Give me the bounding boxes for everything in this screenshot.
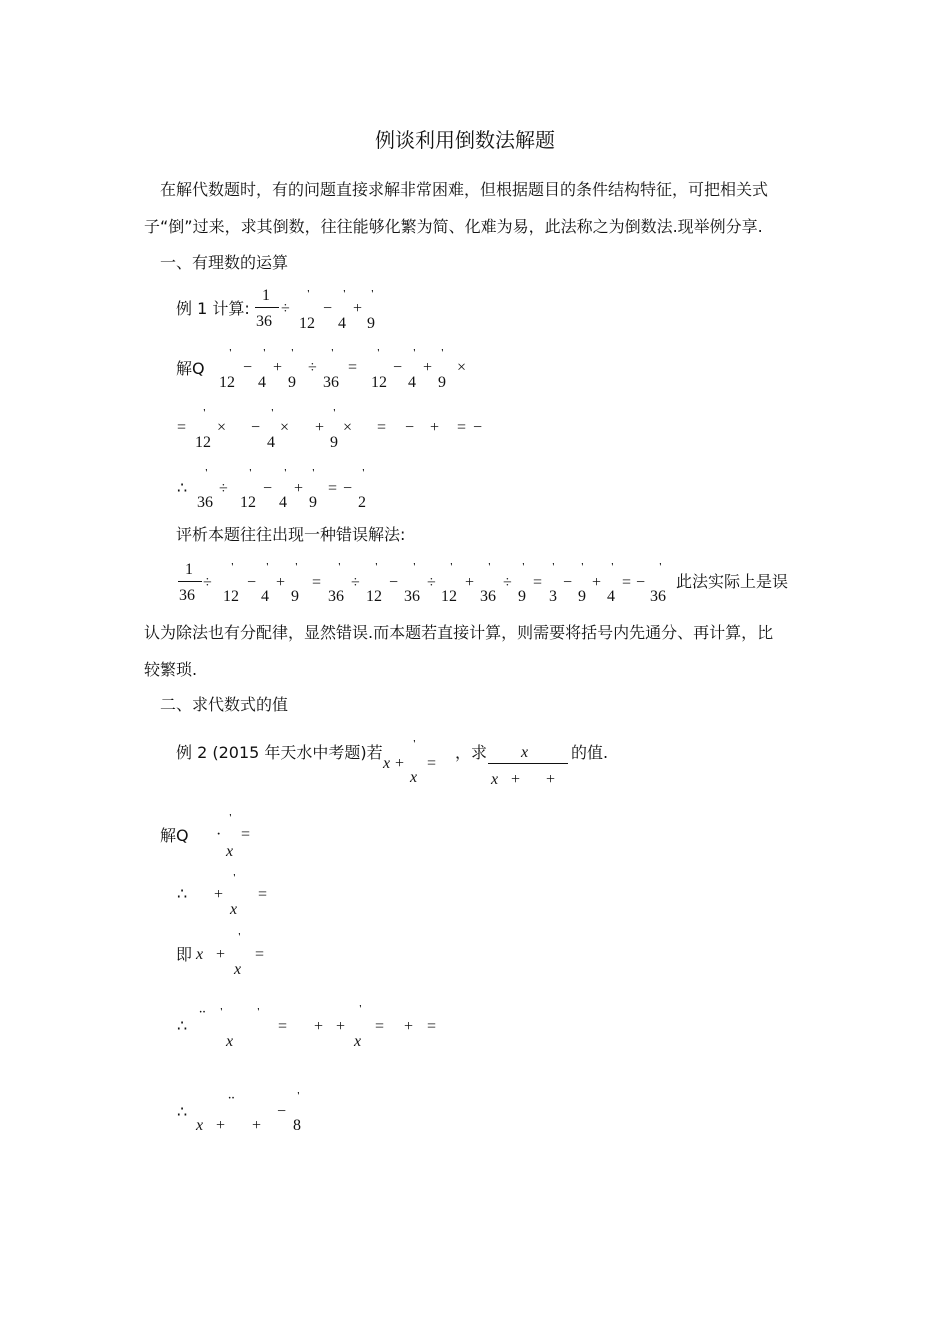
den: 9 [518, 588, 526, 605]
den: 8 [293, 1117, 301, 1134]
tick: ' [413, 348, 416, 359]
var-x: x [354, 1033, 362, 1050]
fraction-bar [178, 581, 202, 582]
eq-sign: = [533, 574, 543, 591]
eq-sign: = [457, 419, 467, 436]
example2-end: 的值. [571, 743, 609, 762]
minus-sign: − [389, 574, 399, 591]
tick: ' [229, 348, 232, 359]
minus-sign: − [251, 419, 261, 436]
var-x: x [521, 744, 529, 761]
tick: ' [291, 348, 294, 359]
var-x: x [196, 1117, 204, 1134]
var-x: x [226, 1033, 234, 1050]
tick: ' [284, 468, 287, 479]
plus-sign: + [423, 359, 433, 376]
plus-sign: + [353, 300, 363, 317]
eq-sign: = [255, 946, 265, 963]
page-title: 例谈利用倒数法解题 [375, 128, 555, 152]
den: 12 [371, 374, 387, 391]
plus-sign: + [273, 359, 283, 376]
den: 36 [404, 588, 420, 605]
tick: ' [312, 468, 315, 479]
den: 12 [441, 588, 457, 605]
den: 4 [408, 374, 416, 391]
minus-sign: − [323, 300, 333, 317]
den: 9 [438, 374, 446, 391]
therefore-sign: ∴ [177, 886, 188, 903]
tick: ' [331, 348, 334, 359]
eq-sign: = [177, 419, 187, 436]
tick: ' [611, 562, 614, 573]
tick: ' [238, 932, 241, 943]
tick: ' [413, 739, 416, 750]
times-sign: × [217, 419, 227, 436]
den: 36 [328, 588, 344, 605]
minus-sign: − [636, 574, 646, 591]
eq-sign: = [328, 480, 338, 497]
therefore-sign: ∴ [177, 480, 188, 497]
plus-sign: + [336, 1018, 346, 1035]
den: 4 [338, 315, 346, 332]
tick: ' [333, 408, 336, 419]
tick: ' [377, 348, 380, 359]
tick: ' [581, 562, 584, 573]
eq-sign: = [427, 1018, 437, 1035]
tick: ' [263, 348, 266, 359]
plus-sign: + [592, 574, 602, 591]
den: 9 [330, 434, 338, 451]
plus-sign: + [404, 1018, 414, 1035]
tick: ' [343, 289, 346, 300]
frac-num: 1 [262, 287, 270, 304]
eq-sign: = [312, 574, 322, 591]
plus-sign: + [216, 946, 226, 963]
solution1-label: 解Q [176, 359, 205, 378]
plus-sign: + [465, 574, 475, 591]
den: 4 [279, 494, 287, 511]
var-x: x [230, 901, 238, 918]
den: 9 [367, 315, 375, 332]
frac-den: 36 [179, 587, 195, 604]
minus-sign: − [263, 480, 273, 497]
den: 36 [650, 588, 666, 605]
den: 4 [258, 374, 266, 391]
den: 36 [480, 588, 496, 605]
den: 36 [197, 494, 213, 511]
plus-sign: + [214, 886, 224, 903]
div-sign: ÷ [351, 574, 360, 591]
tick: ' [359, 1004, 362, 1015]
tick: ' [297, 1091, 300, 1102]
den: 12 [195, 434, 211, 451]
tick: ' [205, 468, 208, 479]
eq-sign: = [258, 886, 268, 903]
tick: ' [441, 348, 444, 359]
den: 12 [240, 494, 256, 511]
tick: ' [231, 562, 234, 573]
tick: ' [371, 289, 374, 300]
example2-label: 例 2 (2015 年天水中考题)若 [176, 743, 383, 762]
den: 4 [267, 434, 275, 451]
tick: ' [362, 468, 365, 479]
tick: ' [413, 562, 416, 573]
tick: ' [229, 813, 232, 824]
paragraph-line: 认为除法也有分配律，显然错误.而本题若直接计算，则需要将括号内先通分、再计算，比 [144, 623, 774, 642]
eq-sign: = [278, 1018, 288, 1035]
paragraph-line: 较繁琐. [144, 660, 198, 679]
dots-mark: ·· [228, 1093, 235, 1104]
den: 9 [288, 374, 296, 391]
plus-sign: + [314, 1018, 324, 1035]
minus-sign: − [277, 1103, 287, 1120]
step3-label: 即 [176, 945, 193, 964]
times-sign: × [343, 419, 353, 436]
tick: ' [203, 408, 206, 419]
tick: ' [488, 562, 491, 573]
var-x: x [491, 771, 499, 788]
error-tail-text: 此法实际上是误 [676, 572, 789, 591]
fraction-bar [255, 307, 279, 308]
var-x: x [234, 961, 242, 978]
dot-mark: · [216, 826, 222, 843]
eq-sign: = [377, 419, 387, 436]
den: 12 [299, 315, 315, 332]
dots-mark: ·· [199, 1007, 206, 1018]
times-sign: × [280, 419, 290, 436]
den: 2 [358, 494, 366, 511]
section2-heading: 二、求代数式的值 [160, 695, 289, 714]
minus-sign: − [473, 419, 483, 436]
minus-sign: − [247, 574, 257, 591]
minus-sign: − [243, 359, 253, 376]
tick: ' [338, 562, 341, 573]
tick: ' [220, 1007, 223, 1018]
den: 12 [223, 588, 239, 605]
tick: ' [450, 562, 453, 573]
var-x: x [226, 843, 234, 860]
var-x: x [196, 946, 204, 963]
eq-sign: = [348, 359, 358, 376]
tick: ' [295, 562, 298, 573]
eq-sign: = [427, 755, 437, 772]
tick: ' [249, 468, 252, 479]
div-sign: ÷ [427, 574, 436, 591]
solution2-label: 解Q [160, 826, 189, 845]
plus-sign: + [395, 755, 405, 772]
den: 9 [291, 588, 299, 605]
eq-sign: = [241, 826, 251, 843]
var-x: x [383, 755, 391, 772]
frac-den: 36 [256, 313, 272, 330]
tick: ' [271, 408, 274, 419]
tick: ' [522, 562, 525, 573]
times-sign: × [457, 359, 467, 376]
den: 12 [366, 588, 382, 605]
minus-sign: − [343, 480, 353, 497]
div-sign: ÷ [219, 480, 228, 497]
example2-mid: ，求 [455, 743, 488, 762]
plus-sign: + [315, 419, 325, 436]
intro-line-2: 子“倒”过来，求其倒数，往往能够化繁为简、化难为易，此法称之为倒数法.现举例分享. [144, 217, 763, 236]
intro-line-1: 在解代数题时，有的问题直接求解非常困难，但根据题目的条件结构特征，可把相关式 [160, 180, 769, 199]
tick: ' [659, 562, 662, 573]
den: 3 [549, 588, 557, 605]
den: 9 [309, 494, 317, 511]
tick: ' [266, 562, 269, 573]
den: 9 [578, 588, 586, 605]
therefore-sign: ∴ [177, 1104, 188, 1121]
section1-heading: 一、有理数的运算 [160, 253, 289, 272]
plus-sign: + [430, 419, 440, 436]
minus-sign: − [563, 574, 573, 591]
plus-sign: + [546, 771, 556, 788]
var-x: x [410, 769, 418, 786]
tick: ' [233, 873, 236, 884]
frac-num: 1 [185, 561, 193, 578]
div-sign: ÷ [203, 574, 212, 591]
plus-sign: + [276, 574, 286, 591]
minus-sign: − [405, 419, 415, 436]
plus-sign: + [511, 771, 521, 788]
eq-sign: = [375, 1018, 385, 1035]
analysis-text: 评析本题往往出现一种错误解法: [176, 525, 406, 544]
tick: ' [307, 289, 310, 300]
div-sign: ÷ [281, 300, 290, 317]
eq-sign: = [622, 574, 632, 591]
plus-sign: + [252, 1117, 262, 1134]
minus-sign: − [393, 359, 403, 376]
div-sign: ÷ [308, 359, 317, 376]
fraction-bar [488, 763, 568, 764]
tick: ' [552, 562, 555, 573]
den: 4 [607, 588, 615, 605]
den: 4 [261, 588, 269, 605]
plus-sign: + [294, 480, 304, 497]
div-sign: ÷ [503, 574, 512, 591]
den: 12 [219, 374, 235, 391]
plus-sign: + [216, 1117, 226, 1134]
therefore-sign: ∴ [177, 1018, 188, 1035]
den: 36 [323, 374, 339, 391]
example1-label: 例 1 计算: [176, 299, 250, 318]
tick: ' [375, 562, 378, 573]
tick: ' [257, 1007, 260, 1018]
